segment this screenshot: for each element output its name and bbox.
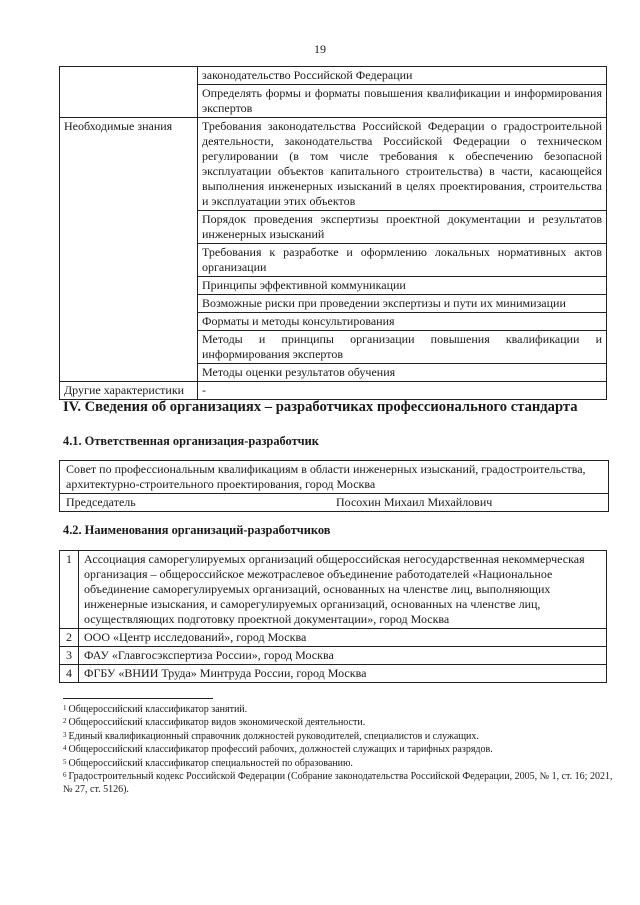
developer-row <box>60 665 607 683</box>
footnote-text: Общероссийский классификатор занятий. <box>68 704 248 715</box>
footnote-text: Общероссийский классификатор специальностей по образованию. <box>68 757 353 769</box>
developer-row <box>60 551 607 629</box>
row-label <box>60 67 198 118</box>
row-item: Требования к разработке и оформлению локальных нормативных актов организации <box>198 244 607 277</box>
developer-name: ФАУ «Главгосэкспертиза России», город Москва <box>79 647 607 665</box>
footnote-text: Единый квалификационный справочник должностей руководителей, специалистов и служащих. <box>68 730 479 742</box>
developer-number: 2 <box>60 629 79 647</box>
row-item: Требования законодательства Российской Федерации о градостроительной деятельности, законодательства Российской Федерации о техническом регулировании (в том числе требования к обеспечению безопасной эксплуатации объектов капитального строительства) в части, касающейся выполнения инженерных изысканий в целях проектирования, строительства и эксплуатации этих объектов <box>198 118 607 211</box>
developer-row <box>60 629 607 647</box>
developer-name: ФГБУ «ВНИИ Труда» Минтруда России, город Москва <box>79 665 607 683</box>
footnote-text: Общероссийский классификатор профессий рабочих, должностей служащих и тарифных разрядов. <box>68 744 493 756</box>
footnote <box>63 730 613 743</box>
footnote <box>63 716 613 729</box>
footnote <box>63 703 613 716</box>
row-item: Методы оценки результатов обучения <box>198 364 607 382</box>
footnote-number: 2 <box>63 717 67 726</box>
chair-name: Посохин Михаил Михайлович <box>336 495 493 509</box>
table-row <box>60 118 607 211</box>
row-item: Форматы и методы консультирования <box>198 313 607 331</box>
chair-row <box>60 494 608 511</box>
row-label: Другие характеристики <box>60 382 198 400</box>
responsible-org-heading: 4.1. Ответственная организация-разработчик <box>63 434 319 448</box>
footnotes <box>63 703 613 797</box>
row-item: законодательство Российской Федерации <box>198 67 607 85</box>
footnote-text: Общероссийский классификатор видов экономической деятельности. <box>68 717 366 729</box>
footnote-number: 1 <box>63 704 67 712</box>
table-row <box>60 67 607 85</box>
developer-name: ООО «Центр исследований», город Москва <box>79 629 607 647</box>
footnote-text: Градостроительный кодекс Российской Федерации (Собрание законодательства Российской Федерации, 2005, № 1, ст. 16; 2021, № 27, ст. 5126). <box>63 771 613 796</box>
footnote-number: 6 <box>63 771 67 780</box>
developer-row <box>60 647 607 665</box>
row-item: Определять формы и форматы повышения квалификации и информирования экспертов <box>198 85 607 118</box>
table-row <box>60 382 607 400</box>
footnote-number: 4 <box>63 744 67 753</box>
footnote-divider <box>63 698 213 699</box>
developer-number: 3 <box>60 647 79 665</box>
footnote <box>63 757 613 770</box>
footnote <box>63 743 613 756</box>
footnote-number: 5 <box>63 757 67 766</box>
responsible-org-name: Совет по профессиональным квалификациям в области инженерных изысканий, градостроительства, архитектурно-строительного проектирования, город Москва <box>60 461 608 494</box>
row-item: Принципы эффективной коммуникации <box>198 277 607 295</box>
row-item: Методы и принципы организации повышения квалификации и информирования экспертов <box>198 331 607 364</box>
chair-title: Председатель <box>66 495 136 509</box>
developer-name: Ассоциация саморегулируемых организаций общероссийская негосударственная некоммерческая организация – общероссийское межотраслевое объединение работодателей «Национальное объединение саморегулируемых организаций, основанных на членстве лиц, выполняющих инженерные изыскания, и саморегулируемых организаций, основанных на членстве лиц, осуществляющих подготовку проектной документации», город Москва <box>79 551 607 629</box>
developer-orgs-heading: 4.2. Наименования организаций-разработчиков <box>63 523 331 537</box>
knowledge-table <box>59 66 607 400</box>
page-number: 19 <box>314 42 326 56</box>
row-label: Необходимые знания <box>60 118 198 382</box>
footnote-number: 3 <box>63 730 67 739</box>
row-item: - <box>198 382 607 400</box>
developer-number: 4 <box>60 665 79 683</box>
developer-number: 1 <box>60 551 79 629</box>
developer-orgs-table <box>59 550 607 683</box>
row-item: Порядок проведения экспертизы проектной документации и результатов инженерных изысканий <box>198 211 607 244</box>
row-item: Возможные риски при проведении экспертизы и пути их минимизации <box>198 295 607 313</box>
responsible-org-box <box>59 460 609 512</box>
footnote <box>63 770 613 797</box>
section-title: IV. Сведения об организациях – разработчиках профессионального стандарта <box>63 399 578 415</box>
